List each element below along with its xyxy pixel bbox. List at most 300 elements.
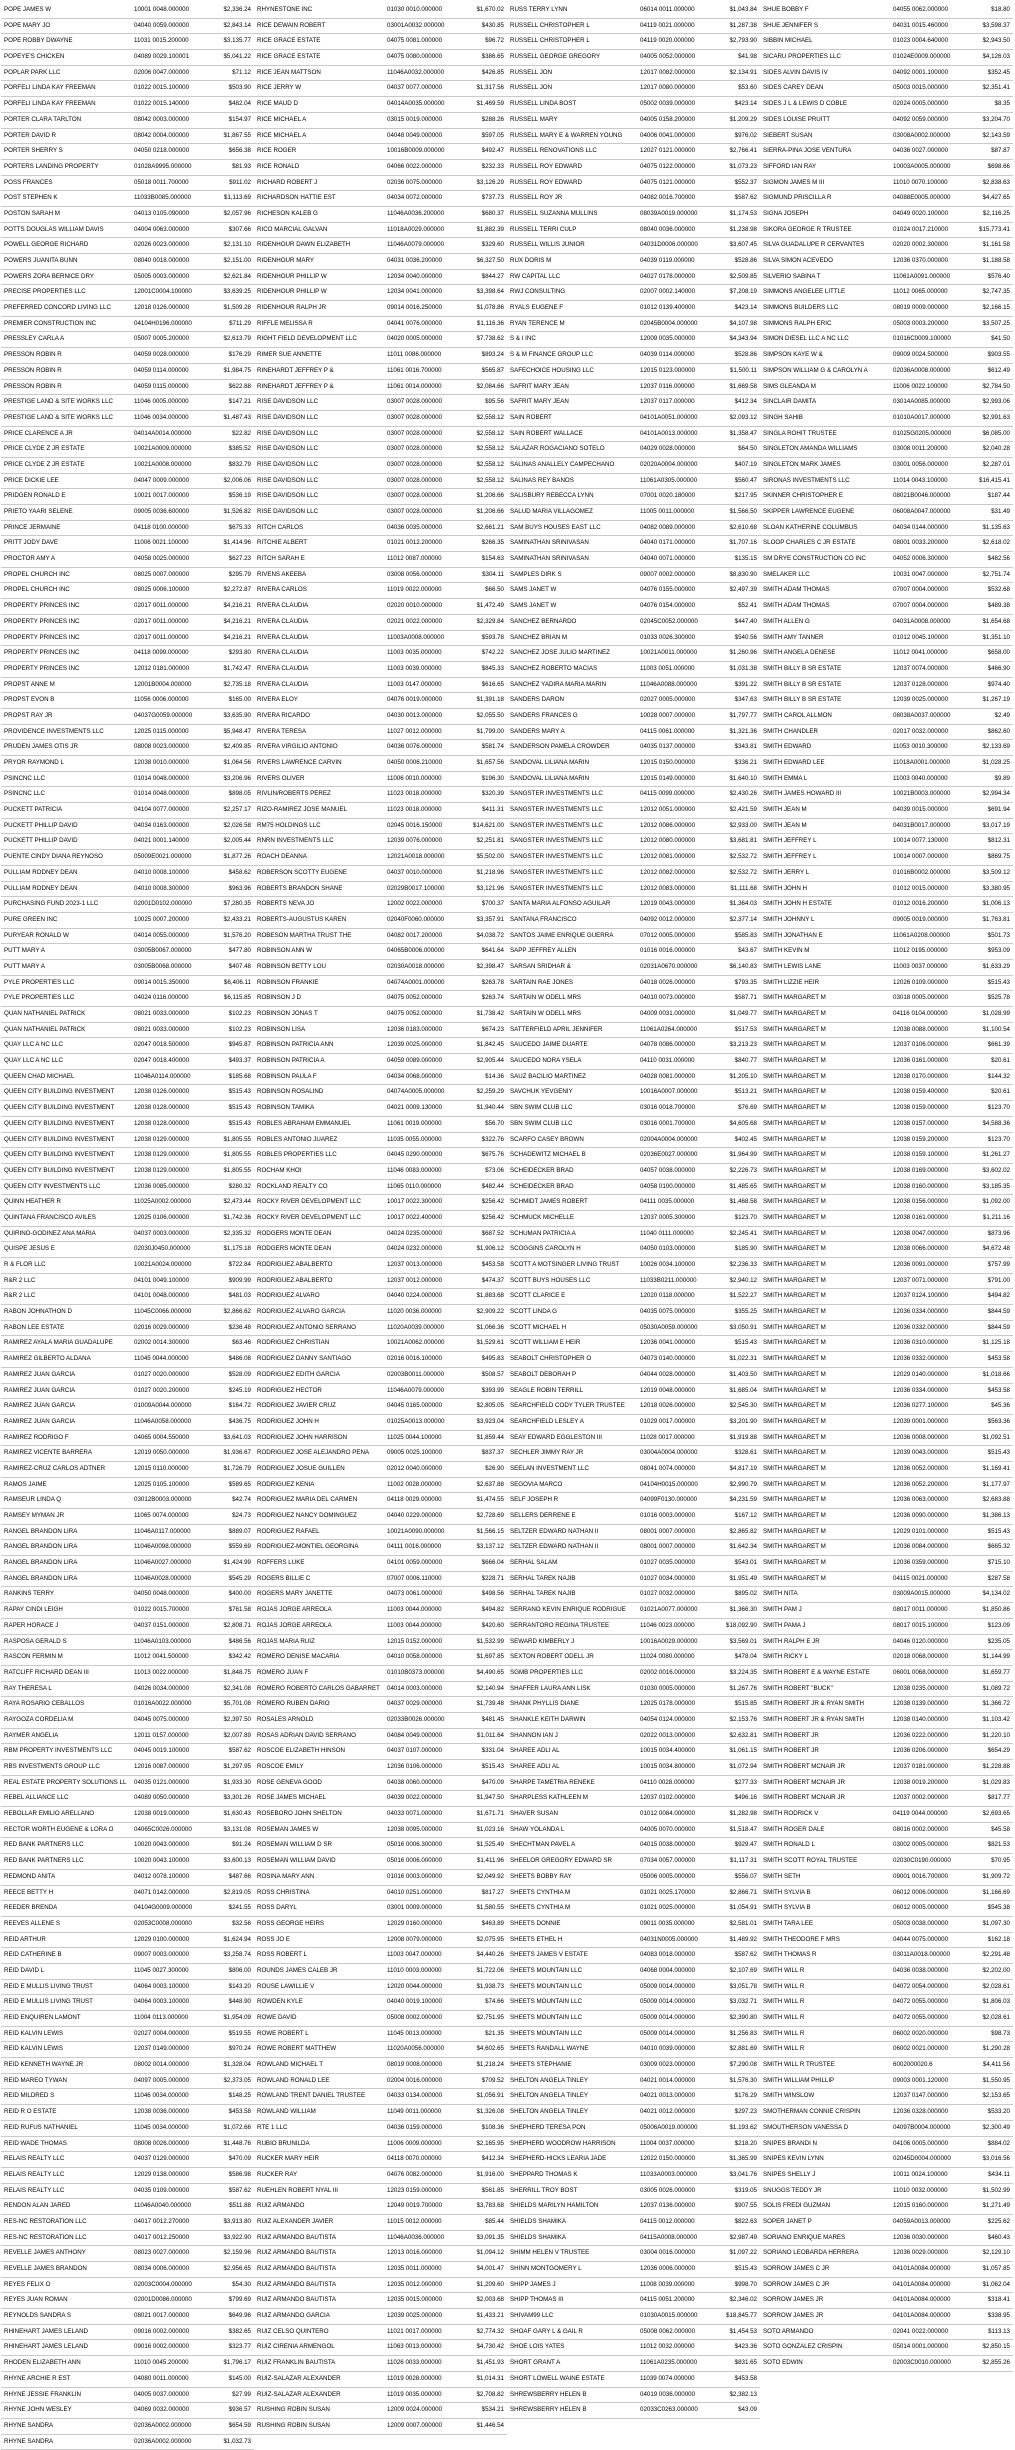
parcel-number: 04050 0218.000000 xyxy=(134,147,190,155)
amount-due: $1,073.23 xyxy=(729,162,757,170)
owner-name: SKIPPER LAWRENCE EUGENE xyxy=(763,508,855,515)
amount-due: $540.56 xyxy=(734,633,757,641)
parcel-number: 01010B0373.000000 xyxy=(387,1668,445,1676)
table-row xyxy=(1,1211,254,1227)
table-row xyxy=(254,1807,507,1823)
table-row xyxy=(760,1305,1013,1321)
table-row xyxy=(1,1180,254,1196)
owner-name: SCHADEWITZ MICHAEL B xyxy=(510,1151,586,1159)
table-row xyxy=(507,1948,760,1964)
amount-due: $4,343.94 xyxy=(729,335,757,343)
owner-name: RUIZ ARMANDO BAUTISTA xyxy=(257,2249,336,2257)
parcel-number: 03007 0028.000000 xyxy=(387,429,443,437)
owner-name: SMITH MARGARET M xyxy=(763,1010,826,1017)
parcel-number: 12011 0157.000000 xyxy=(134,1731,189,1739)
table-row xyxy=(507,285,760,301)
table-row xyxy=(1,725,254,741)
table-row xyxy=(760,2089,1013,2105)
owner-name: RUSSELL MARY E & WARREN YOUNG xyxy=(510,131,623,139)
parcel-number: 04115 0012.000000 xyxy=(640,2217,695,2225)
parcel-number: 02053C0008.000000 xyxy=(134,1919,192,1927)
parcel-number: 12036 0332.000000 xyxy=(893,1323,949,1331)
amount-due: $320.39 xyxy=(481,790,504,798)
parcel-number: 03016 0001.700000 xyxy=(640,1119,696,1127)
owner-name: RUIZ ALEXANDER JAVIER xyxy=(257,2217,334,2225)
amount-due: $3,041.76 xyxy=(729,2170,757,2178)
table-row xyxy=(254,709,507,725)
amount-due: $2,993.06 xyxy=(982,398,1010,406)
owner-name: SMITH RONALD L xyxy=(763,1841,815,1849)
amount-due: $382.65 xyxy=(228,2327,251,2335)
table-row xyxy=(760,2309,1013,2325)
table-row xyxy=(1,3,254,19)
parcel-number: 04075 0081.000000 xyxy=(387,37,443,45)
table-row xyxy=(254,1070,507,1086)
parcel-number: 08017 0011.000000 xyxy=(893,1606,948,1614)
table-row xyxy=(1,176,254,192)
table-row xyxy=(254,2184,507,2200)
owner-name: SMITH BILLY B SR ESTATE xyxy=(763,696,842,704)
table-row xyxy=(254,1242,507,1258)
table-row xyxy=(1,709,254,725)
parcel-number: 04101 0048.000000 xyxy=(134,1292,190,1300)
parcel-number: 04082 0016.700000 xyxy=(640,194,696,202)
table-row xyxy=(507,2121,760,2137)
owner-name: RICHARD ROBERT J xyxy=(257,178,318,186)
owner-name: SERHAL TAREK NAJIB xyxy=(510,1574,576,1582)
parcel-number: 05005 0003.000000 xyxy=(134,272,190,280)
owner-name: REAL ESTATE PROPERTY SOLUTIONS LL xyxy=(4,1778,127,1786)
parcel-number: 08019 0008.000000 xyxy=(387,2061,443,2069)
owner-name: SM DRYE CONSTRUCTION CO INC xyxy=(763,555,867,563)
amount-due: $293.80 xyxy=(228,649,251,657)
amount-due: $2,287.01 xyxy=(982,460,1010,468)
owner-name: SMITH ALLEN G xyxy=(763,617,810,625)
owner-name: RODRIGUEZ ABALBERTO xyxy=(257,1276,333,1284)
owner-name: RHINEHART JAMES LELAND xyxy=(4,2343,89,2351)
table-row xyxy=(507,662,760,678)
owner-name: SANTOS JAIME ENRIQUE GUERRA xyxy=(510,931,614,939)
table-row xyxy=(760,364,1013,380)
table-row xyxy=(760,1336,1013,1352)
owner-name: ROBINSON ANN W xyxy=(257,947,313,955)
amount-due: $2,336.24 xyxy=(223,6,251,13)
table-row xyxy=(507,1164,760,1180)
amount-due: $2,084.66 xyxy=(476,382,504,390)
amount-due: $1,739.48 xyxy=(476,1700,504,1708)
amount-due: $400.00 xyxy=(228,1590,251,1598)
amount-due: $154.63 xyxy=(481,555,504,563)
amount-due: $656.38 xyxy=(228,147,251,155)
parcel-number: 04040 0019.100000 xyxy=(387,1998,443,2006)
amount-due: $1,386.13 xyxy=(982,1512,1010,1519)
owner-name: SNIPES BRANDI N xyxy=(763,2139,817,2147)
owner-name: ROJAS MARIA RUIZ xyxy=(257,1637,315,1645)
owner-name: SCHEIDECKER BRAD xyxy=(510,1166,574,1174)
owner-name: RODRIGUEZ RAFAEL xyxy=(257,1527,320,1535)
parcel-number: 11027 0012.000000 xyxy=(387,727,442,735)
parcel-number: 12022 0150.000000 xyxy=(640,2155,696,2163)
amount-due: $898.05 xyxy=(228,790,251,798)
table-row xyxy=(1,819,254,835)
amount-due: $817.77 xyxy=(987,1794,1010,1802)
parcel-number: 08034 0006.000000 xyxy=(134,2265,190,2272)
amount-due: $3,135.77 xyxy=(223,37,251,45)
amount-due: $1,525.49 xyxy=(476,1841,504,1849)
table-row xyxy=(1,646,254,662)
owner-name: SIGMUND PRISCILLA R xyxy=(763,194,832,202)
parcel-number: 04040 0171.000000 xyxy=(640,539,696,547)
amount-due: $2,382.13 xyxy=(729,2390,757,2398)
owner-name: ROBINSON BETTY LOU xyxy=(257,962,326,970)
owner-name: RODRIGUEZ HECTOR xyxy=(257,1386,322,1394)
parcel-number: 04101 0049.100000 xyxy=(134,1276,190,1284)
amount-due: $7,208.19 xyxy=(729,288,757,296)
table-row xyxy=(507,144,760,160)
owner-name: SMITH MARGARET M xyxy=(763,1417,826,1425)
parcel-number: 12037 0124.100000 xyxy=(893,1292,949,1300)
owner-name: RAMIREZ VICENTE BARRERA xyxy=(4,1449,93,1457)
owner-name: RABON JOHNATHON D xyxy=(4,1308,72,1316)
owner-name: REID R O ESTATE xyxy=(4,2108,57,2116)
amount-due: $587.62 xyxy=(228,1747,251,1755)
owner-name: REBEL ALLIANCE LLC xyxy=(4,1794,69,1802)
parcel-number: 11046A0036.000000 xyxy=(387,2233,445,2241)
owner-name: SMITH ANGELA DENESE xyxy=(763,649,836,657)
amount-due: $3,509.12 xyxy=(982,868,1010,876)
table-row xyxy=(1,2356,254,2372)
owner-name: SHEETS RANDALL WAYNE xyxy=(510,2045,589,2053)
owner-name: ROBESON MARTHA TRUST THE xyxy=(257,931,352,939)
parcel-number: 11003 0040.000000 xyxy=(893,774,948,782)
table-row xyxy=(760,66,1013,82)
owner-name: POWELL GEORGE RICHARD xyxy=(4,241,89,249)
table-row xyxy=(254,129,507,145)
table-row xyxy=(254,1274,507,1290)
parcel-number: 02004A0004.000000 xyxy=(640,1135,698,1143)
amount-due: $2,055.50 xyxy=(476,711,504,719)
parcel-number: 04030 0013.000000 xyxy=(387,711,443,719)
owner-name: SMITH JERRY L xyxy=(763,868,810,876)
parcel-number: 04047 0009.000000 xyxy=(134,476,190,484)
parcel-number: 02018 0068.000000 xyxy=(893,1653,949,1661)
amount-due: $1,707.16 xyxy=(729,539,757,547)
table-row xyxy=(507,1901,760,1917)
parcel-number: 11028 0017.000000 xyxy=(640,1433,695,1441)
amount-due: $8,830.90 xyxy=(729,570,757,578)
amount-due: $945.87 xyxy=(228,1041,251,1049)
table-row xyxy=(507,1886,760,1902)
owner-name: POPE ROBBY DWAYNE xyxy=(4,37,73,45)
parcel-number: 06014 0011.000000 xyxy=(640,6,695,13)
owner-name: RUX DORIS M xyxy=(510,257,552,264)
owner-name: SMITH ROBERT JR & RYAN SMITH xyxy=(763,1700,864,1708)
table-row xyxy=(1,1164,254,1180)
amount-due: $1,209.60 xyxy=(476,2280,504,2288)
parcel-number: 11006 0010.000000 xyxy=(387,774,442,782)
parcel-number: 11045 0013.000000 xyxy=(387,2029,442,2037)
table-row xyxy=(1,2168,254,2184)
owner-name: RHINEHART JAMES LELAND xyxy=(4,2327,89,2335)
table-row xyxy=(254,411,507,427)
table-row xyxy=(760,2231,1013,2247)
table-row xyxy=(254,583,507,599)
parcel-number: 04072 0055.000000 xyxy=(893,1998,949,2006)
parcel-number: 04040 0071.000000 xyxy=(640,555,696,563)
owner-name: SHEPHERD-HICKS LEARIA JADE xyxy=(510,2155,607,2163)
amount-due: $1,433.21 xyxy=(476,2312,504,2320)
amount-due: $837.37 xyxy=(481,1449,504,1457)
parcel-number: 12035 0012.000000 xyxy=(387,2280,443,2288)
owner-name: RBS INVESTMENTS GROUP LLC xyxy=(4,1763,100,1770)
parcel-number: 11006 0009.000000 xyxy=(387,2139,442,2147)
amount-due: $453.58 xyxy=(734,2374,757,2382)
amount-due: $4,440.26 xyxy=(476,1951,504,1959)
amount-due: $515.43 xyxy=(481,1763,504,1770)
amount-due: $42.74 xyxy=(232,1496,251,1504)
owner-name: SMITH MARGARET M xyxy=(763,1433,826,1441)
amount-due: $176.29 xyxy=(734,2092,757,2100)
parcel-number: 05003 0015.000000 xyxy=(893,84,949,92)
owner-name: PRICE CLYDE Z JR ESTATE xyxy=(4,460,85,468)
owner-name: SARTAIN RAE JONES xyxy=(510,978,574,986)
amount-due: $1,448.76 xyxy=(223,2139,251,2147)
amount-due: $154.97 xyxy=(228,115,251,123)
parcel-number: 04010 0073.000000 xyxy=(640,994,696,1002)
parcel-number: 05002 0039.000000 xyxy=(640,100,696,108)
amount-due: $263.78 xyxy=(481,978,504,986)
table-row xyxy=(507,1823,760,1839)
owner-name: PRITT JODY DAVE xyxy=(4,539,58,547)
table-row xyxy=(1,2089,254,2105)
amount-due: $164.72 xyxy=(228,1402,251,1410)
owner-name: SIMON DIESEL LLC A NC LLC xyxy=(763,335,849,343)
amount-due: $2,341.08 xyxy=(223,1684,251,1692)
parcel-number: 03001A0032.000000 xyxy=(387,21,445,29)
table-row xyxy=(1,772,254,788)
parcel-number: 12038 0019.000000 xyxy=(134,1810,190,1818)
amount-due: $1,657.56 xyxy=(476,759,504,766)
table-row xyxy=(760,1635,1013,1651)
amount-due: $1,806.03 xyxy=(982,1998,1010,2006)
parcel-number: 10015 0034.800000 xyxy=(640,1763,696,1770)
table-row xyxy=(254,1384,507,1400)
parcel-number: 12038 0129.000000 xyxy=(134,1166,190,1174)
parcel-number: 03001 0056.000000 xyxy=(893,460,949,468)
parcel-number: 11046A0027.000000 xyxy=(134,1559,192,1567)
parcel-number: 01022 0015.700000 xyxy=(134,1606,190,1614)
parcel-number: 04115 0051.200000 xyxy=(640,2296,695,2304)
owner-name: SANGSTER INVESTMENTS LLC xyxy=(510,853,603,861)
table-row xyxy=(1,1980,254,1996)
table-row xyxy=(760,2325,1013,2341)
amount-due: $342.42 xyxy=(228,1653,251,1661)
table-row xyxy=(760,1352,1013,1368)
owner-name: ROBINSON FRANKIE xyxy=(257,978,319,986)
table-row xyxy=(1,1886,254,1902)
owner-name: RIVERA VIRGILIO ANTONIO xyxy=(257,743,338,751)
table-row xyxy=(507,238,760,254)
amount-due: $687.52 xyxy=(481,1229,504,1237)
parcel-number: 04024 0232.000000 xyxy=(387,1245,443,1253)
parcel-number: 10025 0007.200000 xyxy=(134,915,190,923)
table-row xyxy=(760,1948,1013,1964)
amount-due: $1,297.95 xyxy=(223,1763,251,1770)
table-row xyxy=(760,2356,1013,2372)
table-row xyxy=(254,160,507,176)
amount-due: $806.00 xyxy=(228,1966,251,1974)
owner-name: RIVLIN/ROBERTS PEREZ xyxy=(257,790,331,798)
parcel-number: 09007 0002.000000 xyxy=(640,570,696,578)
amount-due: $1,054.91 xyxy=(729,1904,757,1912)
parcel-number: 01023 0004.640000 xyxy=(893,37,949,45)
parcel-number: 10020 0043.000000 xyxy=(134,1841,190,1849)
owner-name: ROWLAND MICHAEL T xyxy=(257,2061,324,2069)
amount-due: $1,940.44 xyxy=(476,1104,504,1112)
owner-name: ROCKY RIVER DEVELOPMENT LLC xyxy=(257,1198,361,1206)
parcel-number: 12015 0149.000000 xyxy=(640,774,696,782)
parcel-number: 11046A0079.000000 xyxy=(387,241,445,249)
parcel-number: 04034 0068.000000 xyxy=(387,1072,443,1080)
parcel-number: 04031N0005.000000 xyxy=(640,1935,698,1943)
amount-due: $666.04 xyxy=(481,1559,504,1567)
owner-name: RUSS TERRY LYNN xyxy=(510,6,568,13)
amount-due: $2,728.69 xyxy=(476,1512,504,1519)
parcel-number: 04031A0008.000000 xyxy=(893,617,951,625)
amount-due: $4,216.21 xyxy=(223,602,251,610)
owner-name: PURCHASING FUND 2023-1 LLC xyxy=(4,900,99,908)
table-row xyxy=(254,1133,507,1149)
parcel-number: 12018 0026.000000 xyxy=(640,1402,696,1410)
table-row xyxy=(1,1336,254,1352)
amount-due: $1,566.15 xyxy=(476,1527,504,1535)
parcel-number: 11061 0016.700000 xyxy=(387,366,442,374)
parcel-number: 04045 0290.000000 xyxy=(387,1151,443,1159)
table-row xyxy=(507,1917,760,1933)
amount-due: $5,041.22 xyxy=(223,53,251,61)
amount-due: $1,117.31 xyxy=(729,1857,757,1865)
table-row xyxy=(254,1054,507,1070)
owner-name: SMOUTHERSON VANESSA D xyxy=(763,2123,849,2131)
owner-name: SORROW JAMES C JR xyxy=(763,2265,830,2272)
parcel-number: 02036 0075.000000 xyxy=(387,178,443,186)
table-row xyxy=(760,1321,1013,1337)
parcel-number: 04035 0137.000000 xyxy=(640,743,696,751)
amount-due: $288.26 xyxy=(481,115,504,123)
amount-due: $2,751.95 xyxy=(476,2014,504,2021)
amount-due: $1,018.66 xyxy=(982,1370,1010,1378)
owner-name: SIBBIN MICHAEL xyxy=(763,37,813,45)
table-row xyxy=(1,521,254,537)
parcel-number: 08021 0033.000000 xyxy=(134,1010,190,1017)
amount-due: $4,216.21 xyxy=(223,633,251,641)
amount-due: $3,131.08 xyxy=(223,1825,251,1833)
amount-due: $1,659.77 xyxy=(982,1668,1010,1676)
amount-due: $453.58 xyxy=(987,1386,1010,1394)
parcel-number: 11061A0091.000000 xyxy=(893,272,951,280)
table-row xyxy=(507,380,760,396)
amount-due: $2,558.12 xyxy=(476,413,504,421)
table-row xyxy=(760,144,1013,160)
amount-due: $3,569.01 xyxy=(729,1637,757,1645)
amount-due: $563.36 xyxy=(987,1417,1010,1425)
amount-due: $474.37 xyxy=(481,1276,504,1284)
owner-name: QUEEN CITY INVESTMENTS LLC xyxy=(4,1182,101,1190)
parcel-number: 04059 0114.000000 xyxy=(134,366,189,374)
table-row xyxy=(760,1227,1013,1243)
amount-due: $41.98 xyxy=(738,53,757,61)
table-row xyxy=(1,2152,254,2168)
table-row xyxy=(1,944,254,960)
table-row xyxy=(1,897,254,913)
parcel-number: 12036 0206.000000 xyxy=(893,1747,949,1755)
owner-name: RANKINS TERRY xyxy=(4,1590,54,1598)
amount-due: $2,881.69 xyxy=(729,2045,757,2053)
parcel-number: 04040 0059.000000 xyxy=(134,21,190,29)
parcel-number: 12037 0005.300000 xyxy=(640,1213,696,1221)
table-row xyxy=(254,301,507,317)
owner-name: SOPER JANET P xyxy=(763,2217,812,2225)
owner-name: SMITH MARGARET M xyxy=(763,1057,826,1065)
parcel-number: 11003 0051.000000 xyxy=(640,664,695,672)
owner-name: RABON LEE ESTATE xyxy=(4,1323,65,1331)
parcel-number: 04021 0013.000000 xyxy=(640,2092,696,2100)
table-row xyxy=(254,1321,507,1337)
parcel-number: 02021 0022.000000 xyxy=(387,617,443,625)
table-row xyxy=(254,552,507,568)
amount-due: $1,964.99 xyxy=(729,1151,757,1159)
amount-due: $907.55 xyxy=(734,2202,757,2210)
parcel-number: 11046 0005.000000 xyxy=(134,398,189,406)
amount-due: $791.00 xyxy=(987,1276,1010,1284)
amount-due: $319.05 xyxy=(734,2186,757,2194)
parcel-number: 12049 0019.700000 xyxy=(387,2202,443,2210)
amount-due: $407.19 xyxy=(734,460,757,468)
amount-due: $1,518.47 xyxy=(729,1825,757,1833)
table-row xyxy=(507,2152,760,2168)
table-row xyxy=(1,1870,254,1886)
table-row xyxy=(1,2074,254,2090)
table-row xyxy=(254,1117,507,1133)
owner-name: PORFELI LINDA KAY FREEMAN xyxy=(4,84,96,92)
amount-due: $460.43 xyxy=(987,2233,1010,2241)
table-row xyxy=(507,1650,760,1666)
table-row xyxy=(760,1493,1013,1509)
parcel-number: 12038 0088.000000 xyxy=(893,1025,949,1033)
table-row xyxy=(1,631,254,647)
table-row xyxy=(760,1054,1013,1070)
amount-due: $862.60 xyxy=(987,727,1010,735)
owner-name: SANDERS FRANCES G xyxy=(510,711,578,719)
table-row xyxy=(254,960,507,976)
amount-due: $95.56 xyxy=(485,398,504,406)
table-row xyxy=(1,50,254,66)
table-row xyxy=(760,1462,1013,1478)
owner-name: ROSAS ADRIAN DAVID SERRANO xyxy=(257,1731,356,1739)
table-row xyxy=(254,2372,507,2388)
parcel-number: 11004 0113.000000 xyxy=(134,2014,189,2021)
parcel-number: 12034 0040.000000 xyxy=(387,272,443,280)
amount-due: $545.38 xyxy=(987,1904,1010,1912)
parcel-number: 04024 0116.000000 xyxy=(134,994,189,1002)
parcel-number: 12017 0082.000000 xyxy=(640,68,696,76)
parcel-number: 02001D0086.000000 xyxy=(134,2296,192,2304)
table-row xyxy=(760,693,1013,709)
owner-name: ROMERO RUBEN DARIO xyxy=(257,1700,330,1708)
amount-due: $2,497.39 xyxy=(729,586,757,594)
owner-name: RHYNESTONE INC xyxy=(257,6,313,13)
amount-due: $1,642.34 xyxy=(729,1543,757,1551)
